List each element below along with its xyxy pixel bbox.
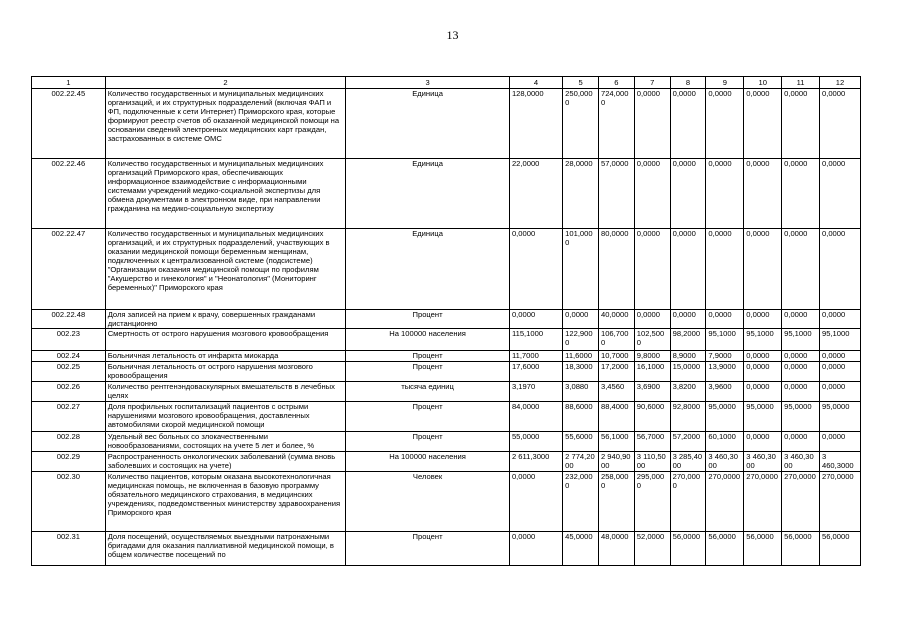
unit-of-measure: Единица	[346, 229, 510, 310]
indicator-value: 56,0000	[706, 532, 744, 566]
indicator-code: 002.22.48	[32, 310, 106, 329]
unit-of-measure: Единица	[346, 89, 510, 159]
indicator-value: 0,0000	[509, 472, 562, 532]
indicator-value: 295,0000	[634, 472, 670, 532]
indicator-value: 0,0000	[819, 229, 860, 310]
indicator-value: 95,0000	[782, 402, 820, 432]
table-row	[32, 351, 861, 362]
column-header-6: 6	[598, 77, 634, 89]
indicator-value: 0,0000	[670, 89, 706, 159]
indicator-value: 0,0000	[634, 229, 670, 310]
indicator-value: 95,0000	[744, 402, 782, 432]
indicator-name: Количество пациентов, которым оказана высокотехнологичная медицинская помощь, не включенная в базовую программу обязательного медицинского страхования, в медицинских учреждениях, подведомственных министерству здравоохранения Приморского края	[105, 472, 346, 532]
indicator-value: 0,0000	[744, 382, 782, 402]
indicator-name: Больничная летальность от инфаркта миокарда	[105, 351, 346, 362]
indicator-value: 270,0000	[782, 472, 820, 532]
indicator-value: 0,0000	[670, 310, 706, 329]
indicator-name: Количество государственных и муниципальных медицинских организаций, и их структурных подразделений, участвующих в оказании медицинской помощи беременным женщинам, подключенных к централизованной системе (подсистеме) "Организации оказания медицинской помощи по профилям "Акушерство и гинекология" и "Неонатология" (Мониторинг беременных)" Приморского края	[105, 229, 346, 310]
indicator-value: 80,0000	[598, 229, 634, 310]
indicator-value: 0,0000	[509, 229, 562, 310]
indicator-value: 56,7000	[634, 432, 670, 452]
indicator-value: 0,0000	[744, 362, 782, 382]
indicator-value: 2 611,3000	[509, 452, 562, 472]
indicator-value: 56,0000	[819, 532, 860, 566]
indicator-value: 0,0000	[819, 159, 860, 229]
indicator-value: 115,1000	[509, 329, 562, 351]
unit-of-measure: На 100000 населения	[346, 329, 510, 351]
indicator-code: 002.22.46	[32, 159, 106, 229]
table-row	[32, 472, 861, 532]
indicator-value: 45,0000	[563, 532, 599, 566]
table-row	[32, 362, 861, 382]
indicator-value: 106,7000	[598, 329, 634, 351]
column-header-1: 1	[32, 77, 106, 89]
indicator-value: 40,0000	[598, 310, 634, 329]
indicator-name: Доля посещений, осуществляемых выездными патронажными бригадами для оказания паллиативной медицинской помощи, в общем количестве посещений по	[105, 532, 346, 566]
unit-of-measure: Процент	[346, 310, 510, 329]
indicator-code: 002.28	[32, 432, 106, 452]
unit-of-measure: На 100000 населения	[346, 452, 510, 472]
indicator-value: 10,7000	[598, 351, 634, 362]
indicator-value: 57,2000	[670, 432, 706, 452]
indicator-value: 15,0000	[670, 362, 706, 382]
indicator-value: 48,0000	[598, 532, 634, 566]
indicator-code: 002.25	[32, 362, 106, 382]
page-number: 13	[446, 28, 459, 42]
indicator-value: 98,2000	[670, 329, 706, 351]
indicator-value: 55,0000	[509, 432, 562, 452]
unit-of-measure: Процент	[346, 351, 510, 362]
indicator-value: 724,0000	[598, 89, 634, 159]
indicator-name: Распространенность онкологических заболеваний (сумма вновь заболевших и состоящих на учете)	[105, 452, 346, 472]
indicator-value: 90,6000	[634, 402, 670, 432]
indicator-value: 0,0000	[744, 310, 782, 329]
table-row	[32, 402, 861, 432]
column-header-9: 9	[706, 77, 744, 89]
indicator-value: 52,0000	[634, 532, 670, 566]
unit-of-measure: Процент	[346, 362, 510, 382]
table-row	[32, 329, 861, 351]
header-row	[32, 77, 861, 89]
indicator-value: 0,0000	[563, 310, 599, 329]
unit-of-measure: Процент	[346, 532, 510, 566]
indicator-value: 0,0000	[509, 310, 562, 329]
table-row	[32, 159, 861, 229]
indicator-value: 56,0000	[782, 532, 820, 566]
column-header-4: 4	[509, 77, 562, 89]
indicator-value: 270,0000	[744, 472, 782, 532]
indicator-value: 102,5000	[634, 329, 670, 351]
indicator-value: 95,1000	[782, 329, 820, 351]
table-body	[32, 89, 861, 566]
table-row	[32, 532, 861, 566]
indicator-value: 270,0000	[706, 472, 744, 532]
indicator-value: 95,1000	[819, 329, 860, 351]
column-header-3: 3	[346, 77, 510, 89]
indicator-value: 101,0000	[563, 229, 599, 310]
indicator-value: 0,0000	[670, 159, 706, 229]
indicator-name: Количество государственных и муниципальных медицинских организаций, и их структурных подразделений (включая ФАП и ФП, подключенные к сети Интернет) Приморского края, которые формируют реестр счетов об оказанной медицинской помощи на основании сведений электронных медицинских карт граждан, застрахованных в системе ОМС	[105, 89, 346, 159]
indicator-value: 258,0000	[598, 472, 634, 532]
indicator-name: Удельный вес больных со злокачественными новообразованиями, состоящих на учете 5 лет и более, %	[105, 432, 346, 452]
indicator-value: 0,0000	[744, 159, 782, 229]
indicator-value: 0,0000	[706, 229, 744, 310]
indicator-value: 232,0000	[563, 472, 599, 532]
indicator-value: 270,0000	[819, 472, 860, 532]
indicator-code: 002.31	[32, 532, 106, 566]
indicator-value: 16,1000	[634, 362, 670, 382]
indicator-value: 56,0000	[670, 532, 706, 566]
indicator-value: 9,8000	[634, 351, 670, 362]
indicator-value: 55,6000	[563, 432, 599, 452]
indicator-name: Доля записей на прием к врачу, совершенных гражданами дистанционно	[105, 310, 346, 329]
indicator-value: 11,6000	[563, 351, 599, 362]
indicator-value: 128,0000	[509, 89, 562, 159]
table-row	[32, 452, 861, 472]
column-header-11: 11	[782, 77, 820, 89]
indicator-name: Больничная летальность от острого нарушения мозгового кровообращения	[105, 362, 346, 382]
indicator-value: 0,0000	[782, 351, 820, 362]
unit-of-measure: Процент	[346, 432, 510, 452]
indicator-value: 0,0000	[634, 310, 670, 329]
table-row	[32, 310, 861, 329]
table-row	[32, 432, 861, 452]
indicator-value: 0,0000	[706, 159, 744, 229]
indicator-value: 0,0000	[744, 229, 782, 310]
column-header-10: 10	[744, 77, 782, 89]
indicator-value: 0,0000	[782, 382, 820, 402]
indicator-name: Доля профильных госпитализаций пациентов с острыми нарушениями мозгового кровообращения, доставленных автомобилями скорой медицинской помощи	[105, 402, 346, 432]
indicator-value: 0,0000	[819, 89, 860, 159]
unit-of-measure: тысяча единиц	[346, 382, 510, 402]
indicator-value: 3,1970	[509, 382, 562, 402]
indicator-value: 3 285,40 00	[670, 452, 706, 472]
indicator-value: 84,0000	[509, 402, 562, 432]
indicator-value: 3 460,30 00	[744, 452, 782, 472]
indicator-value: 3,4560	[598, 382, 634, 402]
indicator-value: 11,7000	[509, 351, 562, 362]
indicator-value: 270,0000	[670, 472, 706, 532]
indicator-value: 95,0000	[706, 402, 744, 432]
indicator-value: 3,6900	[634, 382, 670, 402]
column-header-2: 2	[105, 77, 346, 89]
unit-of-measure: Процент	[346, 402, 510, 432]
indicator-name: Количество государственных и муниципальных медицинских организаций Приморского края, обеспечивающих информационное взаимодействие с информационными системами учреждений медико-социальной экспертизы для обмена документами в электронном виде, при направлении гражданина на медико-социальную экспертизу	[105, 159, 346, 229]
table-row	[32, 89, 861, 159]
indicator-value: 0,0000	[706, 310, 744, 329]
indicator-name: Количество рентгенэндоваскулярных вмешательств в лечебных целях	[105, 382, 346, 402]
indicator-value: 0,0000	[782, 159, 820, 229]
indicator-code: 002.27	[32, 402, 106, 432]
indicator-value: 3 110,50 00	[634, 452, 670, 472]
indicator-value: 18,3000	[563, 362, 599, 382]
indicator-value: 95,0000	[819, 402, 860, 432]
table-row	[32, 229, 861, 310]
indicator-value: 0,0000	[782, 89, 820, 159]
indicator-value: 0,0000	[782, 432, 820, 452]
indicator-value: 17,6000	[509, 362, 562, 382]
indicator-value: 0,0000	[744, 432, 782, 452]
indicator-value: 122,9000	[563, 329, 599, 351]
indicator-value: 3 460,30 00	[782, 452, 820, 472]
indicator-value: 13,9000	[706, 362, 744, 382]
indicator-value: 17,2000	[598, 362, 634, 382]
indicator-value: 8,9000	[670, 351, 706, 362]
indicator-code: 002.22.47	[32, 229, 106, 310]
indicator-value: 2 940,90 00	[598, 452, 634, 472]
indicator-value: 0,0000	[706, 89, 744, 159]
indicator-value: 22,0000	[509, 159, 562, 229]
indicator-value: 3,8200	[670, 382, 706, 402]
column-header-5: 5	[563, 77, 599, 89]
indicator-value: 56,1000	[598, 432, 634, 452]
indicator-value: 0,0000	[782, 229, 820, 310]
indicator-value: 92,8000	[670, 402, 706, 432]
indicator-code: 002.26	[32, 382, 106, 402]
indicator-value: 60,1000	[706, 432, 744, 452]
column-header-12: 12	[819, 77, 860, 89]
indicator-value: 95,1000	[744, 329, 782, 351]
column-header-8: 8	[670, 77, 706, 89]
indicator-value: 250,0000	[563, 89, 599, 159]
indicator-value: 88,6000	[563, 402, 599, 432]
indicator-value: 3 460,30 00	[706, 452, 744, 472]
indicator-value: 0,0000	[819, 351, 860, 362]
indicator-value: 2 774,20 00	[563, 452, 599, 472]
indicator-code: 002.22.45	[32, 89, 106, 159]
indicator-value: 0,0000	[744, 351, 782, 362]
indicator-value: 0,0000	[819, 362, 860, 382]
indicator-value: 0,0000	[819, 432, 860, 452]
indicator-code: 002.30	[32, 472, 106, 532]
indicator-code: 002.23	[32, 329, 106, 351]
indicator-value: 56,0000	[744, 532, 782, 566]
indicator-name: Смертность от острого нарушения мозгового кровообращения	[105, 329, 346, 351]
indicator-value: 3,9600	[706, 382, 744, 402]
indicator-value: 3 460,3000	[819, 452, 860, 472]
indicator-value: 28,0000	[563, 159, 599, 229]
indicator-value: 0,0000	[819, 310, 860, 329]
indicator-value: 0,0000	[634, 159, 670, 229]
indicator-value: 88,4000	[598, 402, 634, 432]
indicator-value: 95,1000	[706, 329, 744, 351]
indicator-value: 0,0000	[782, 362, 820, 382]
indicator-value: 0,0000	[509, 532, 562, 566]
unit-of-measure: Единица	[346, 159, 510, 229]
indicator-value: 0,0000	[744, 89, 782, 159]
indicators-table	[31, 76, 861, 566]
indicator-value: 0,0000	[782, 310, 820, 329]
indicator-value: 7,9000	[706, 351, 744, 362]
indicator-value: 57,0000	[598, 159, 634, 229]
indicator-value: 0,0000	[634, 89, 670, 159]
table-row	[32, 382, 861, 402]
indicator-value: 3,0880	[563, 382, 599, 402]
unit-of-measure: Человек	[346, 472, 510, 532]
column-header-7: 7	[634, 77, 670, 89]
indicator-value: 0,0000	[819, 382, 860, 402]
indicator-code: 002.24	[32, 351, 106, 362]
indicator-value: 0,0000	[670, 229, 706, 310]
indicator-code: 002.29	[32, 452, 106, 472]
